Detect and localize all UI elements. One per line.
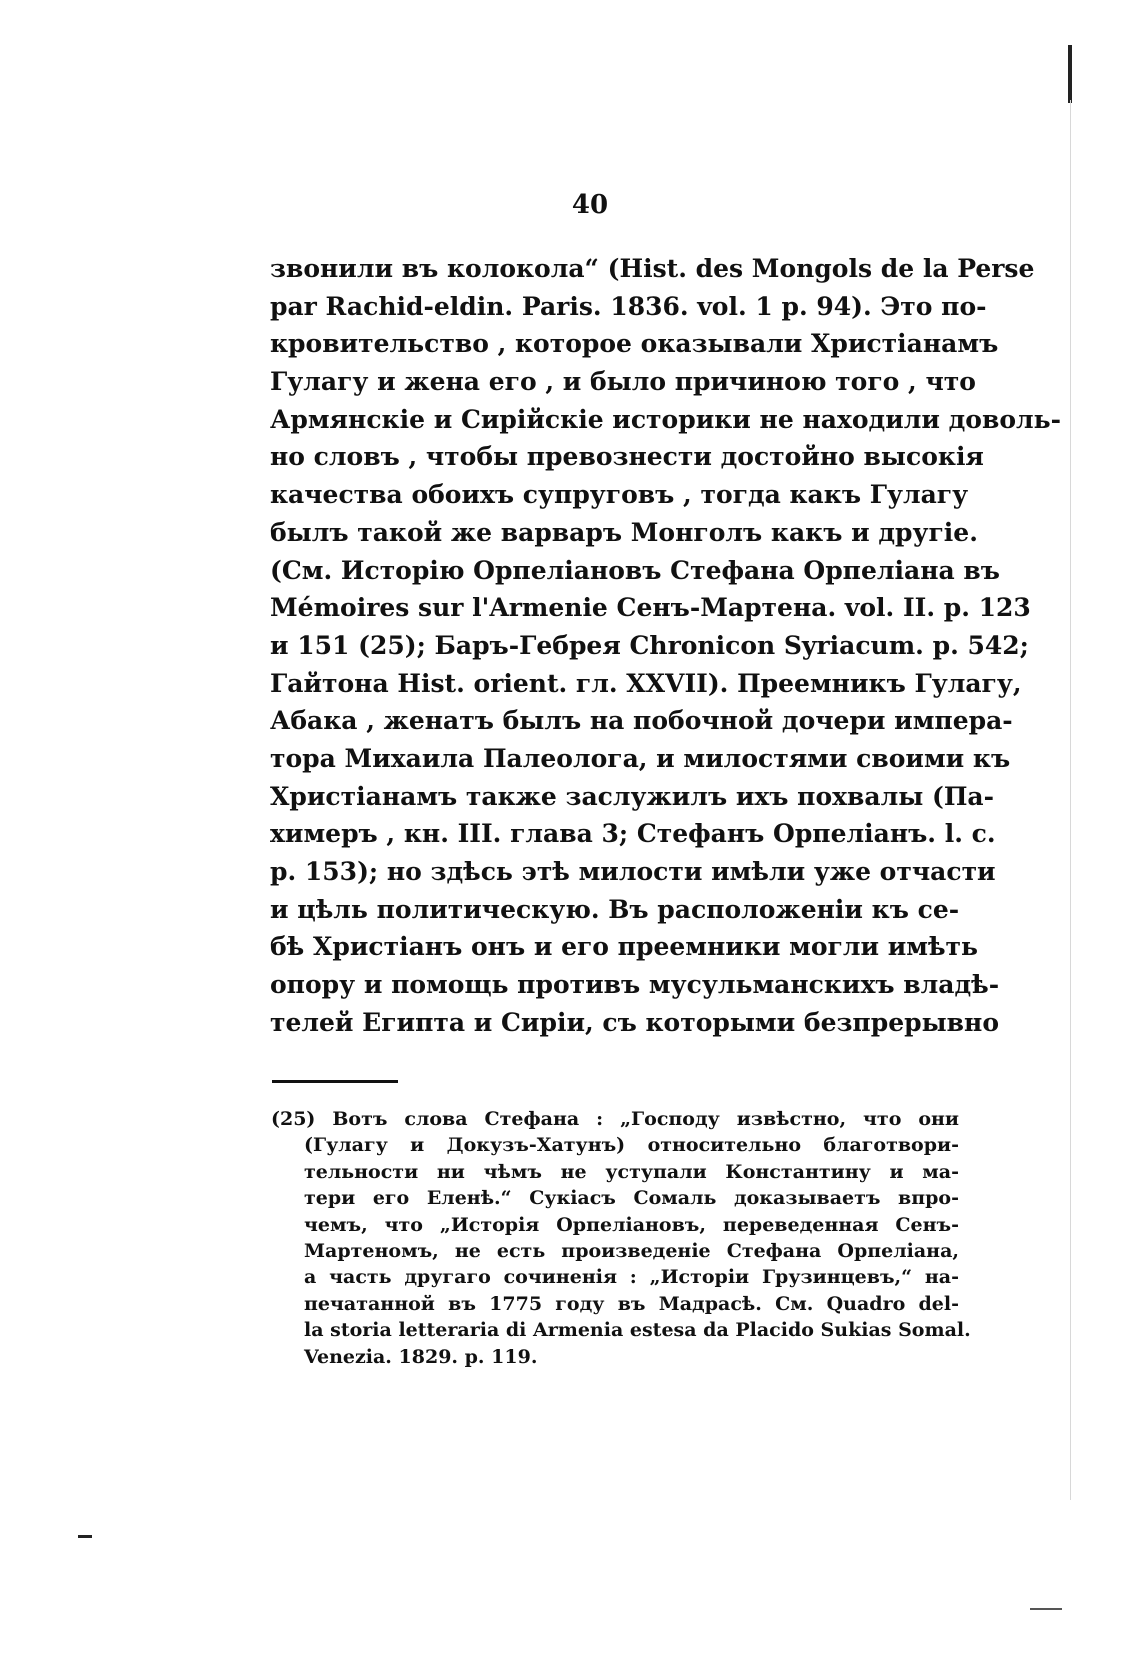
footnote-line: печатанной въ 1775 году въ Мадрасѣ. См. Quadro del-: [304, 1292, 959, 1315]
footnote-divider: [272, 1080, 398, 1083]
footnote-line: а часть другаго сочиненія : „Исторіи Грузинцевъ,“ на-: [304, 1266, 959, 1289]
text-line: и цѣль политическую. Въ расположеніи къ се-: [270, 894, 960, 924]
text-line: Христіанамъ также заслужилъ ихъ похвалы (Па-: [270, 781, 994, 811]
text-line: Армянскіе и Сирійскіе историки не находили доволь-: [270, 404, 1061, 434]
footnote-line: чемъ, что „Исторія Орпеліановъ, переведенная Сенъ-: [304, 1213, 959, 1236]
text-line: былъ такой же варваръ Монголъ какъ и другіе.: [270, 517, 978, 547]
footnote-line: la storia letteraria di Armenia estesa da Placido Sukias Somal.: [304, 1319, 971, 1342]
footnote-line: тери его Еленѣ.“ Сукіасъ Сомаль доказываетъ впро-: [304, 1187, 959, 1210]
page-number: 40: [571, 190, 609, 220]
text-line: и 151 (25); Баръ-Гебрея Chronicon Syriacum. p. 542;: [270, 630, 1029, 660]
scan-dash-mark: [1030, 1608, 1062, 1610]
scan-corner-mark: [78, 1535, 92, 1538]
text-line: Абака , женатъ былъ на побочной дочери импера-: [270, 706, 1013, 736]
text-line: химеръ , кн. III. глава 3; Стефанъ Орпеліанъ. l. c.: [270, 819, 996, 849]
scan-page-edge: [1070, 100, 1071, 1500]
text-line: опору и помощь противъ мусульманскихъ владѣ-: [270, 970, 1000, 1000]
text-line: Гулагу и жена его , и было причиною того , что: [270, 367, 976, 397]
main-text-block: [270, 250, 1061, 1041]
text-line: тора Михаила Палеолога, и милостями своими къ: [270, 743, 1011, 773]
scan-edge-mark: [1068, 45, 1072, 103]
footnote-line: тельности ни чѣмъ не уступали Константину и ма-: [304, 1160, 959, 1183]
text-line: (См. Исторію Орпеліановъ Стефана Орпеліана въ: [270, 555, 1000, 585]
text-line: кровительство , которое оказывали Христіанамъ: [270, 329, 999, 359]
text-line: но словъ , чтобы превознести достойно высокія: [270, 442, 984, 472]
footnote-line: Venezia. 1829. p. 119.: [304, 1345, 538, 1368]
text-line: par Rachid-eldin. Paris. 1836. vol. 1 p. 94). Это по-: [270, 291, 987, 321]
footnote-line: (25) Вотъ слова Стефана : „Господу извѣстно, что они: [271, 1108, 959, 1130]
footnote-block: [271, 1106, 971, 1370]
text-line: звонили въ колокола“ (Hist. des Mongols de la Perse: [270, 254, 1035, 283]
text-line: p. 153); но здѣсь этѣ милости имѣли уже отчасти: [270, 857, 996, 886]
text-line: Mémoires sur l'Armenie Сенъ-Мартена. vol. II. p. 123: [270, 593, 1031, 623]
footnote-line: Мартеномъ, не есть произведеніе Стефана Орпеліана,: [304, 1239, 959, 1262]
text-line: качества обоихъ супруговъ , тогда какъ Гулагу: [270, 480, 969, 510]
text-line: телей Египта и Сиріи, съ которыми безпрерывно: [270, 1007, 1000, 1037]
text-line: Гайтона Hist. orient. гл. XXVII). Преемникъ Гулагу,: [270, 668, 1022, 698]
text-line: бѣ Христіанъ онъ и его преемники могли имѣть: [270, 932, 978, 962]
footnote-line: (Гулагу и Докузъ-Хатунъ) относительно благотвори-: [304, 1134, 959, 1157]
